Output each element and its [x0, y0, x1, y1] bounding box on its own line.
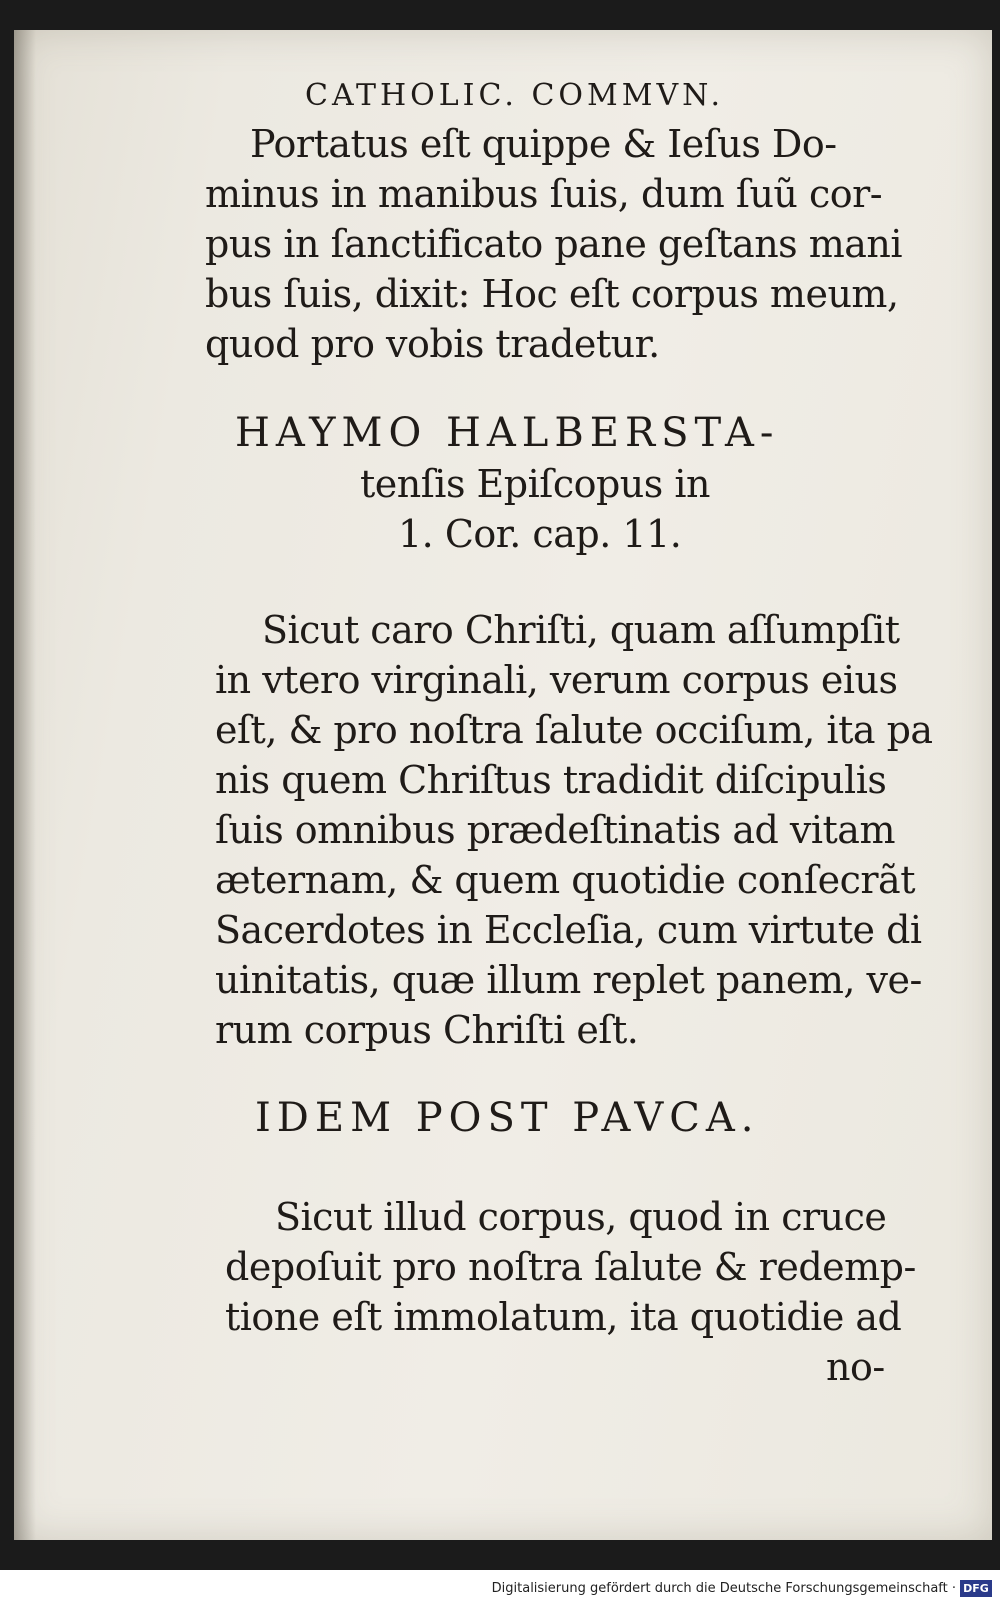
digitization-footer [0, 1574, 1000, 1605]
paragraph3-line: tione eſt immolatum, ita quotidie ad [225, 1295, 902, 1339]
section-heading-line: tenſis Epiſcopus in [360, 462, 710, 506]
paragraph2-line: uinitatis, quæ illum replet panem, ve- [215, 958, 922, 1002]
running-head: CATHOLIC. COMMVN. [305, 78, 724, 113]
paragraph3-line: Sicut illud corpus, quod in cruce [275, 1195, 887, 1239]
paragraph1-line: quod pro vobis tradetur. [205, 322, 660, 366]
paragraph2-line: nis quem Chriſtus tradidit diſcipulis [215, 758, 887, 802]
paragraph2-line: Sacerdotes in Eccleſia, cum virtute di [215, 908, 922, 952]
funding-credit: Digitalisierung gefördert durch die Deutsche Forschungsgemeinschaft · [491, 1581, 956, 1596]
paragraph1-line: bus ſuis, dixit: Hoc eſt corpus meum, [205, 272, 899, 316]
section-heading: IDEM POST PAVCA. [255, 1095, 760, 1141]
paragraph1-line: Portatus eſt quippe & Ieſus Do- [250, 122, 837, 166]
paragraph2-line: rum corpus Chriſti eſt. [215, 1008, 639, 1052]
paragraph2-line: Sicut caro Chriſti, quam aſſumpſit [262, 608, 900, 652]
catchword: no- [826, 1345, 885, 1389]
section-heading: HAYMO HALBERSTA- [235, 410, 780, 456]
paragraph2-line: ſuis omnibus prædeſtinatis ad vitam [215, 808, 895, 852]
paragraph3-line: depoſuit pro noſtra ſalute & redemp- [225, 1245, 916, 1289]
paragraph2-line: in vtero virginali, verum corpus eius [215, 658, 898, 702]
dfg-logo: DFG [960, 1580, 992, 1597]
paragraph2-line: æternam, & quem quotidie conſecrãt [215, 858, 915, 902]
paragraph2-line: eſt, & pro noſtra ſalute occiſum, ita pa [215, 708, 933, 752]
page-gutter-shadow [14, 30, 36, 1540]
section-heading-line: 1. Cor. cap. 11. [398, 512, 682, 556]
paragraph1-line: minus in manibus ſuis, dum ſuũ cor- [205, 172, 883, 216]
paragraph1-line: pus in ſanctificato pane geſtans mani [205, 222, 903, 266]
